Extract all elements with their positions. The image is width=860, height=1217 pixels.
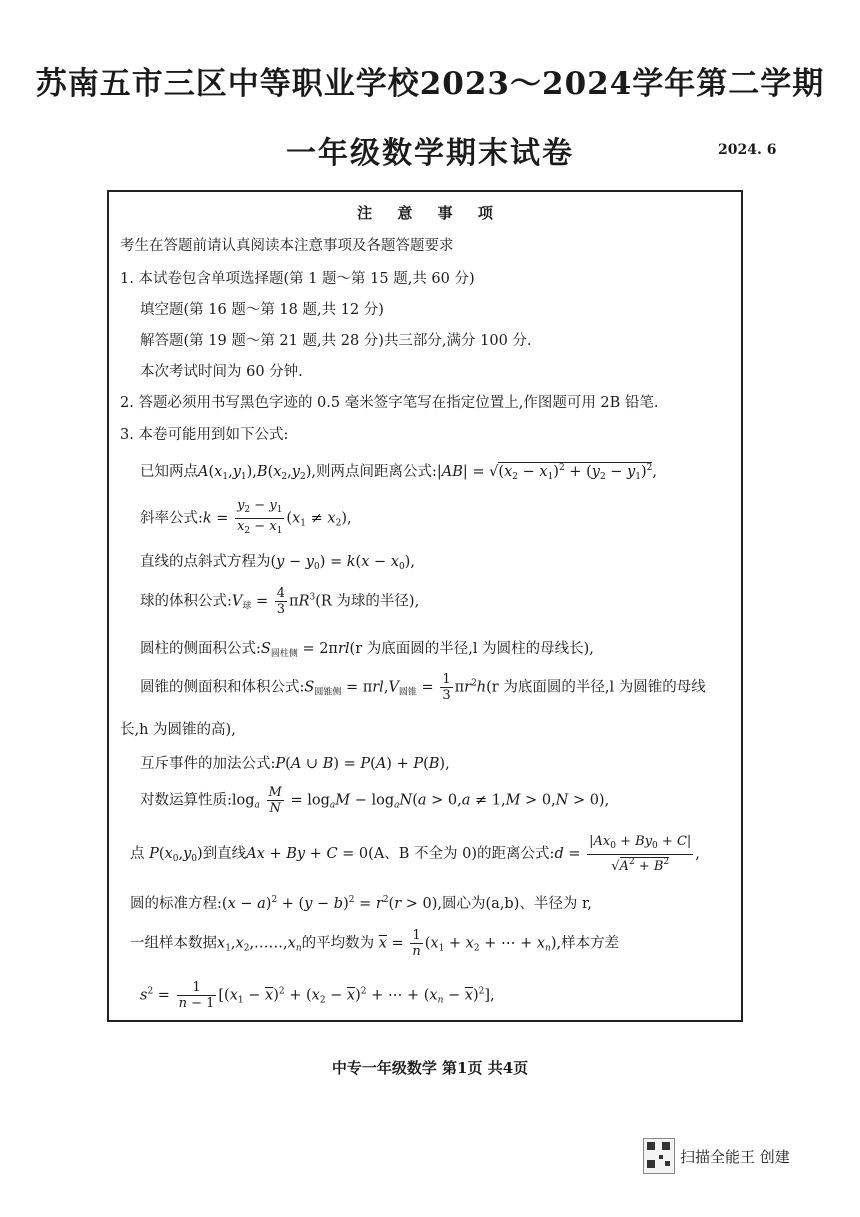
formula-distance: 已知两点$A(x_1,y_1),B(x_2,y_2)$,则两点间距离公式:|AB| = $√(x_2 - x_1)^2 + (y_2 - y_1)^2$,	[140, 463, 657, 482]
formula-sphere-note: (R 为球的半径),	[315, 593, 420, 610]
formula-cone-note-2: 长,h 为圆锥的高),	[120, 722, 236, 738]
page-footer: 中专一年级数学 第1页 共4页	[331, 1059, 529, 1077]
notice-heading: 注 意 事 项	[357, 204, 503, 222]
formula-cylinder-prefix: 圆柱的侧面积公式:	[140, 641, 261, 657]
formula-log-prefix: 对数运算性质:	[140, 792, 232, 809]
formula-distance-prefix: 已知两点	[140, 464, 198, 480]
formula-cone-note: (r 为底面圆的半径,l 为圆锥的母线	[486, 679, 706, 696]
formula-sample-mid: 的平均数为	[301, 935, 375, 952]
qr-logo-icon	[643, 1138, 675, 1174]
notice-item-1d: 本次考试时间为 60 分钟.	[140, 364, 303, 380]
scanner-brand-text: 扫描全能王 创建	[680, 1148, 790, 1166]
formula-circle: 圆的标准方程:(x − $a)^2 + (y - b)^2 = r^2(r > 0)$,圆心为(a,b)、半径为 r,	[130, 895, 592, 912]
formula-point-line-prefix: 点	[130, 846, 145, 862]
formula-point-line-cond: (A、B 不全为 0)的距离公式:	[368, 846, 555, 862]
formula-point-line-mid: 到直线	[202, 846, 247, 862]
formula-addition: 互斥事件的加法公式:P(A ∪ B) = P(A) + P(B),	[140, 756, 450, 772]
notice-intro: 考生在答题前请认真阅读本注意事项及各题答题要求	[120, 238, 454, 254]
formula-sample-end: ,样本方差	[556, 935, 620, 952]
formula-cone-prefix: 圆锥的侧面积和体积公式:	[140, 679, 305, 696]
formula-cone: 圆锥的侧面积和体积公式$:S_{圆锥侧} = \pi rl,V_{圆锥}$ = $\frac{1}{3}$ $\pi r^2h(r$ 为底面圆的半径,l 为圆锥的母线	[140, 672, 706, 703]
formula-addition-prefix: 互斥事件的加法公式:	[140, 756, 276, 772]
formula-cylinder: 圆柱的侧面积公式$:S_{圆柱侧} = 2\pi rl(r$ 为底面圆的半径,l 为圆柱的母线长),	[140, 641, 594, 659]
formula-sample-mean: 一组样本数据$x_1,x_2,\dots\dots,x_n$的平均数为 $\overline{x}$ = $\frac{1}{n}$ ($x_1 + x_2$ + ⋯ + $x_n$),样本方差	[130, 928, 620, 959]
formula-circle-prefix: 圆的标准方程:	[130, 896, 222, 912]
formula-sphere: 球的体积公式$:V_球$ = $\frac{4}{3}$ $\pi R^3(R$ 为球的半径),	[140, 586, 420, 617]
formula-slope: 斜率公式:k = $\frac{y_2 - y_1}{x_2 - x_1}$ $(x_1 \ne x_2)$,	[140, 498, 352, 536]
notice-item-3: 3. 本卷可能用到如下公式:	[120, 427, 289, 443]
formula-point-line: 点 $P(x_0,y_0)$到直线Ax + By + C = 0(A、B 不全为 0)的距离公式:d = $\frac{|Ax_0 + By_0 + C|}{√A^2 + B^2}$ ,	[130, 834, 700, 874]
formula-variance: $s^2$ = $\frac{1}{n - 1}$ [$(x_1 - \overline{x})^2 + (x_2 - \overline{x})^2$ + ⋯ + $(x_n - \overline{x})^2$],	[140, 980, 495, 1011]
formula-distance-mid: ,则两点间距离公式:	[311, 464, 437, 480]
formula-point-slope: 直线的点斜式方程为$(y - y_0) = k(x - x_0)$,	[140, 554, 415, 572]
notice-item-1a: 1. 本试卷包含单项选择题(第 1 题～第 15 题,共 60 分)	[120, 271, 475, 287]
exam-date: 2024. 6	[718, 142, 777, 158]
notice-item-1b: 填空题(第 16 题～第 18 题,共 12 分)	[140, 302, 384, 318]
notice-item-2: 2. 答题必须用书写黑色字迹的 0.5 毫米签字笔写在指定位置上,作图题可用 2B 铅笔.	[120, 395, 659, 411]
formula-circle-note: ,圆心为(a,b)、半径为 r,	[437, 896, 592, 912]
formula-slope-prefix: 斜率公式:	[140, 510, 203, 527]
formula-point-slope-prefix: 直线的点斜式方程为	[140, 554, 271, 570]
formula-log: 对数运算性质$:\log_a$ $\frac{M}{N}$ = $\log_aM - \log_aN(a > 0,a \ne 1,M > 0,N > 0)$,	[140, 785, 610, 816]
exam-title: 苏南五市三区中等职业学校2023～2024学年第二学期	[35, 66, 825, 102]
exam-subtitle: 一年级数学期末试卷	[286, 136, 574, 171]
notice-item-1c: 解答题(第 19 题～第 21 题,共 28 分)共三部分,满分 100 分.	[140, 333, 532, 349]
formula-sample-prefix: 一组样本数据	[130, 935, 217, 952]
formula-cylinder-note: (r 为底面圆的半径,l 为圆柱的母线长),	[349, 641, 594, 657]
formula-sphere-prefix: 球的体积公式:	[140, 593, 232, 610]
